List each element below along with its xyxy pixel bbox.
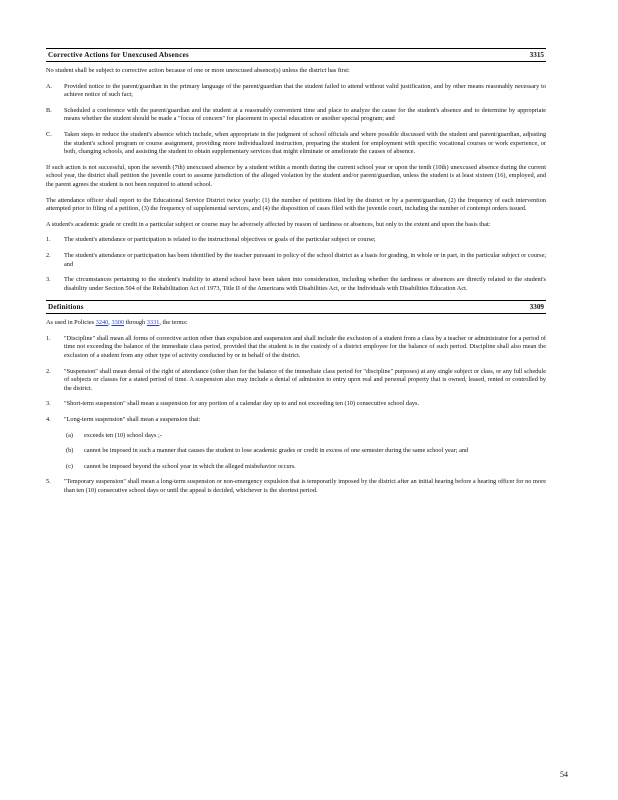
section-header-corrective-actions <box>46 48 546 62</box>
item-text: "Long-term suspension" shall mean a suspension that: <box>64 416 201 424</box>
item-label: (c) <box>66 462 73 470</box>
item-label: 2. <box>46 251 51 259</box>
section-header-definitions <box>46 300 546 314</box>
definitions-intro <box>46 319 546 328</box>
item-label: 1. <box>46 236 51 244</box>
item-text: "Discipline" shall mean all forms of corrective action other than expulsion and suspension and shall include the exclusion of a student from a class by a teacher or administrator for a period of time not exceeding the balance of the immediate class period, provided that the student is in the custody of a district employee for the balance of such period. Discipline shall also mean the exclusion of a student from any other type of activity conducted by or in behalf of the district. <box>64 334 546 360</box>
policy-code: 3315 <box>529 51 544 59</box>
policy-code: 3309 <box>529 303 544 312</box>
item-text: The circumstances pertaining to the student's inability to attend school have been taken into consideration, including whether the tardiness or absences are directly related to the student's disability under Section 504 of the Rehabilitation Act of 1973, Title II of the Americans with Disabilities Act, or the Individuals with Disabilities Education Act. <box>64 276 546 292</box>
grading-paragraph: A student's academic grade or credit in a particular subject or course may be adversely affected by reason of tardiness or absences, but only to the extent and upon the basis that: <box>46 220 491 228</box>
item-label: C. <box>46 130 52 138</box>
petition-paragraph: If such action is not successful, upon the seventh (7th) unexcused absence by a student within a month during the current school year or upon the tenth (10th) unexcused absence during the current school year, the district shall petition the juvenile court to assume jurisdiction of the alleged violation by the student and/or parent/guardian, unless the student is at least sixteen (16), employed, and the parent agrees the student is not been required to attend school. <box>46 163 546 188</box>
list-item-c <box>46 131 546 157</box>
subitem-c <box>66 463 546 472</box>
list-item-a <box>46 83 546 100</box>
policy-link-3331[interactable]: 3331 <box>146 319 160 327</box>
item-text: "Short-term suspension" shall mean a suspension for any portion of a calendar day up to and not exceeding ten (10) consecutive school days. <box>64 400 420 408</box>
separator: , <box>108 319 110 327</box>
item-text: "Suspension" shall mean denial of the right of attendance (other than for the balance of the immediate class period for "discipline" purposes) at any single subject or class, or any full schedule of subjects or classes for a stated period of time. A suspension also may include a denial of admission to entry upon real and personal property that is owned, leased, rented or controlled by the district. <box>64 367 546 392</box>
definition-1 <box>46 335 546 361</box>
intro-paragraph: No student shall be subject to corrective action because of one or more unexcused absence(s) unless the district has first: <box>46 67 350 74</box>
item-label: A. <box>46 82 53 90</box>
item-label: (b) <box>66 447 74 455</box>
report-paragraph: The attendance officer shall report to the Educational Service District twice yearly: (1) the number of petitions filed by the district or by a parent/guardian, (2) the frequency of each intervention attempted prior to filing of a petition, (3) the frequency of supplemental services, and (4) the disposition of cases filed with the juvenile court, including the number of contempt orders issued. <box>46 196 546 213</box>
item-text: Taken steps to reduce the student's absence which include, when appropriate in the judgment of school officials and where possible discussed with the student and parent/guardian, adjusting the student's school program or course assignment, providing more individualized instruction, preparing the student for employment with specific vocational courses or work experience, or both, changing schools, and assisting the student to obtain supplementary services that might eliminate or ameliorate the causes of absence. <box>64 130 546 156</box>
item-text: cannot be imposed beyond the school year in which the alleged misbehavior occurs. <box>84 462 296 470</box>
subitem-a <box>66 432 546 441</box>
intro-end: , the terms: <box>159 319 188 327</box>
list-item-2 <box>46 252 546 269</box>
item-label: 3. <box>46 276 51 284</box>
item-text: exceeds ten (10) school days ;- <box>84 431 162 439</box>
list-item-1 <box>46 236 546 245</box>
subitem-b <box>66 447 546 456</box>
item-text: The student's attendance or participation is related to the instructional objectives or goals of the particular subject or course; <box>64 236 376 244</box>
item-label: 1. <box>46 334 51 342</box>
item-label: 4. <box>46 416 51 424</box>
item-text: The student's attendance or participation has been identified by the teacher pursuant to policy of the school district as a basis for grading, in whole or in part, in the particular subject or course; and <box>64 251 546 268</box>
item-label: 3. <box>46 400 51 408</box>
list-item-3 <box>46 276 546 293</box>
item-label: 5. <box>46 478 51 486</box>
section-title: Corrective Actions for Unexcused Absences <box>48 51 189 59</box>
item-text: Provided notice to the parent/guardian in the primary language of the parent/guardian that the student failed to attend without valid justification, and by other means reasonably necessary to achieve notice of such fact; <box>64 82 546 99</box>
page-number: 54 <box>560 770 568 779</box>
item-label: B. <box>46 106 52 114</box>
item-text: "Temporary suspension" shall mean a long-term suspension or non-emergency expulsion that is temporarily imposed by the district after an initial hearing before a hearing officer for no more than ten (10) consecutive school days or until the appeal is decided, whichever is the shortest period. <box>64 478 546 494</box>
definition-3 <box>46 400 546 409</box>
item-text: cannot be imposed in such a manner that causes the student to lose academic grades or credit in excess of one semester during the same school year; and <box>84 447 469 455</box>
list-item-b <box>46 107 546 124</box>
definition-2 <box>46 368 546 394</box>
section-title: Definitions <box>48 303 84 312</box>
intro-text: As used in Policies <box>46 319 95 327</box>
through-text: through <box>125 319 146 327</box>
item-text: Scheduled a conference with the parent/guardian and the student at a reasonably convenient time and place to analyze the cause for the student's absence and to determine by appropriate means whether the student should be made a "focus of concern" for placement in special education or another special program; and <box>64 106 546 123</box>
definition-4 <box>46 416 546 425</box>
item-label: (a) <box>66 431 73 439</box>
document-page <box>46 48 546 503</box>
policy-link-3240[interactable]: 3240 <box>95 319 109 327</box>
item-label: 2. <box>46 367 51 375</box>
policy-link-3300[interactable]: 3300 <box>111 319 125 327</box>
definition-5 <box>46 478 546 495</box>
